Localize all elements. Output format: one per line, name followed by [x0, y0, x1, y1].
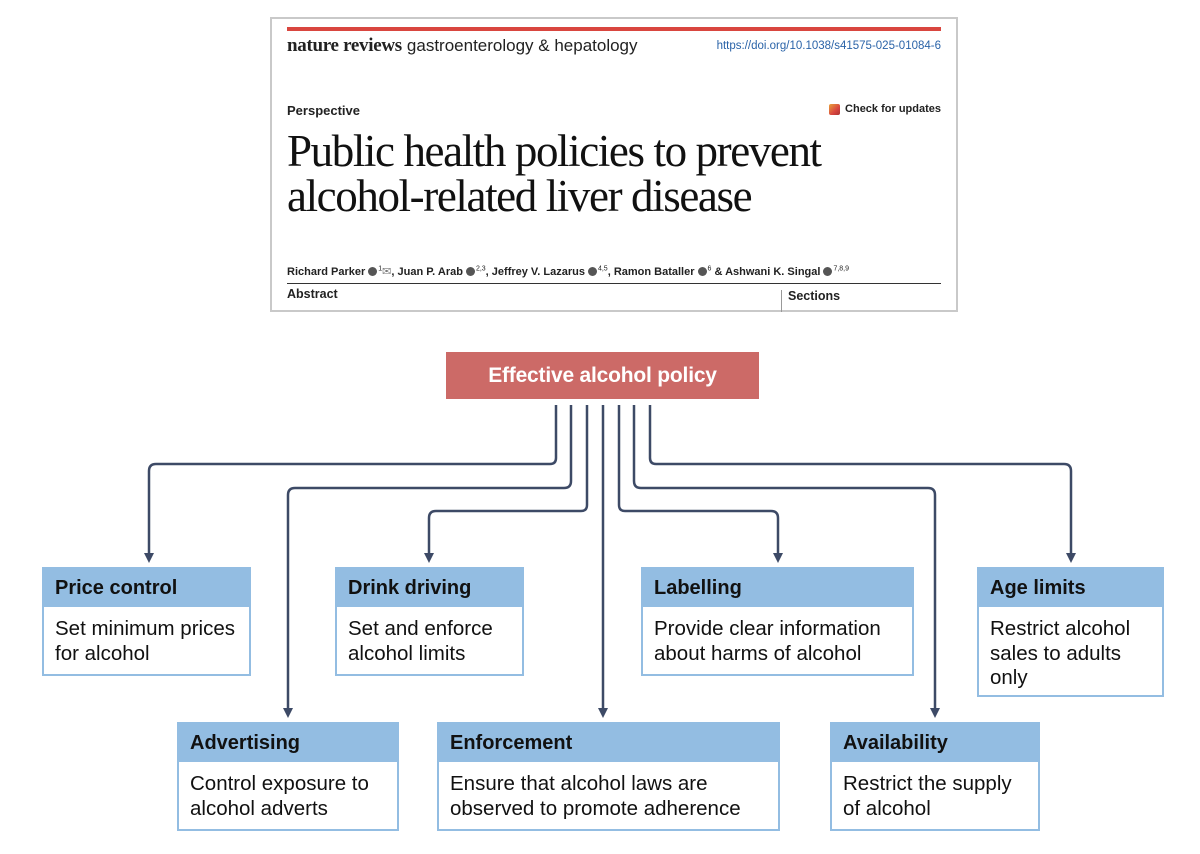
connector-price-control — [149, 405, 556, 558]
node-age-limits — [977, 567, 1164, 697]
author-affiliation: 6 — [707, 265, 712, 273]
node-title: Price control — [44, 569, 249, 607]
check-updates-label: Check for updates — [845, 103, 941, 115]
author-name[interactable]: Jeffrey V. Lazarus — [491, 266, 585, 278]
node-title: Labelling — [643, 569, 912, 607]
author-name[interactable]: Ramon Bataller — [613, 266, 695, 278]
author-affiliation: 1 — [378, 265, 383, 273]
sections-heading[interactable]: Sections — [788, 289, 841, 303]
node-description: Control exposure to alcohol adverts — [190, 772, 369, 820]
connector-age-limits — [650, 405, 1071, 558]
node-drink-driving — [335, 567, 524, 676]
doi-link[interactable]: https://doi.org/10.1038/s41575-025-01084-6 — [716, 40, 941, 52]
connector-labelling — [619, 405, 778, 558]
node-labelling — [641, 567, 914, 676]
mail-icon[interactable]: ✉ — [382, 266, 392, 278]
journal-name-bold: nature reviews — [287, 35, 402, 56]
article-title: Public health policies to prevent alcohol-related liver disease — [287, 126, 821, 221]
node-availability — [830, 722, 1040, 831]
node-description: Ensure that alcohol laws are observed to promote adherence — [450, 772, 741, 820]
node-title: Age limits — [979, 569, 1162, 607]
node-title: Advertising — [179, 724, 397, 762]
author-name[interactable]: Richard Parker — [287, 266, 366, 278]
connector-drink-driving — [429, 405, 587, 558]
abstract-heading[interactable]: Abstract — [287, 287, 338, 301]
node-title: Drink driving — [337, 569, 522, 607]
node-description: Set minimum prices for alcohol — [55, 617, 235, 665]
author-name[interactable]: Juan P. Arab — [397, 266, 463, 278]
node-title: Enforcement — [439, 724, 778, 762]
article-type: Perspective — [287, 103, 360, 118]
node-description: Restrict alcohol sales to adults only — [990, 617, 1131, 689]
journal-name-rest: gastroenterology & hepatology — [406, 36, 638, 55]
node-description: Set and enforce alcohol limits — [348, 617, 493, 665]
node-advertising — [177, 722, 399, 831]
node-description: Provide clear information about harms of alcohol — [654, 617, 881, 665]
author-affiliation: 2,3 — [475, 265, 486, 273]
author-affiliation: 7,8,9 — [833, 265, 850, 273]
node-price-control — [42, 567, 251, 676]
node-description: Restrict the supply of alcohol — [843, 772, 1012, 820]
root-node-effective-alcohol-policy: Effective alcohol policy — [446, 352, 759, 399]
author-list: Richard Parker $^1$✉, Juan P. Arab $^{2,3}$, Jeffrey V. Lazarus $^{4,5}$, Ramon Bataller $^6$ & Ashwani K. Singal $^{7,8,9}$ — [287, 265, 850, 278]
node-enforcement — [437, 722, 780, 831]
author-name[interactable]: Ashwani K. Singal — [725, 266, 821, 278]
node-title: Availability — [832, 724, 1038, 762]
author-affiliation: 4,5 — [597, 265, 608, 273]
